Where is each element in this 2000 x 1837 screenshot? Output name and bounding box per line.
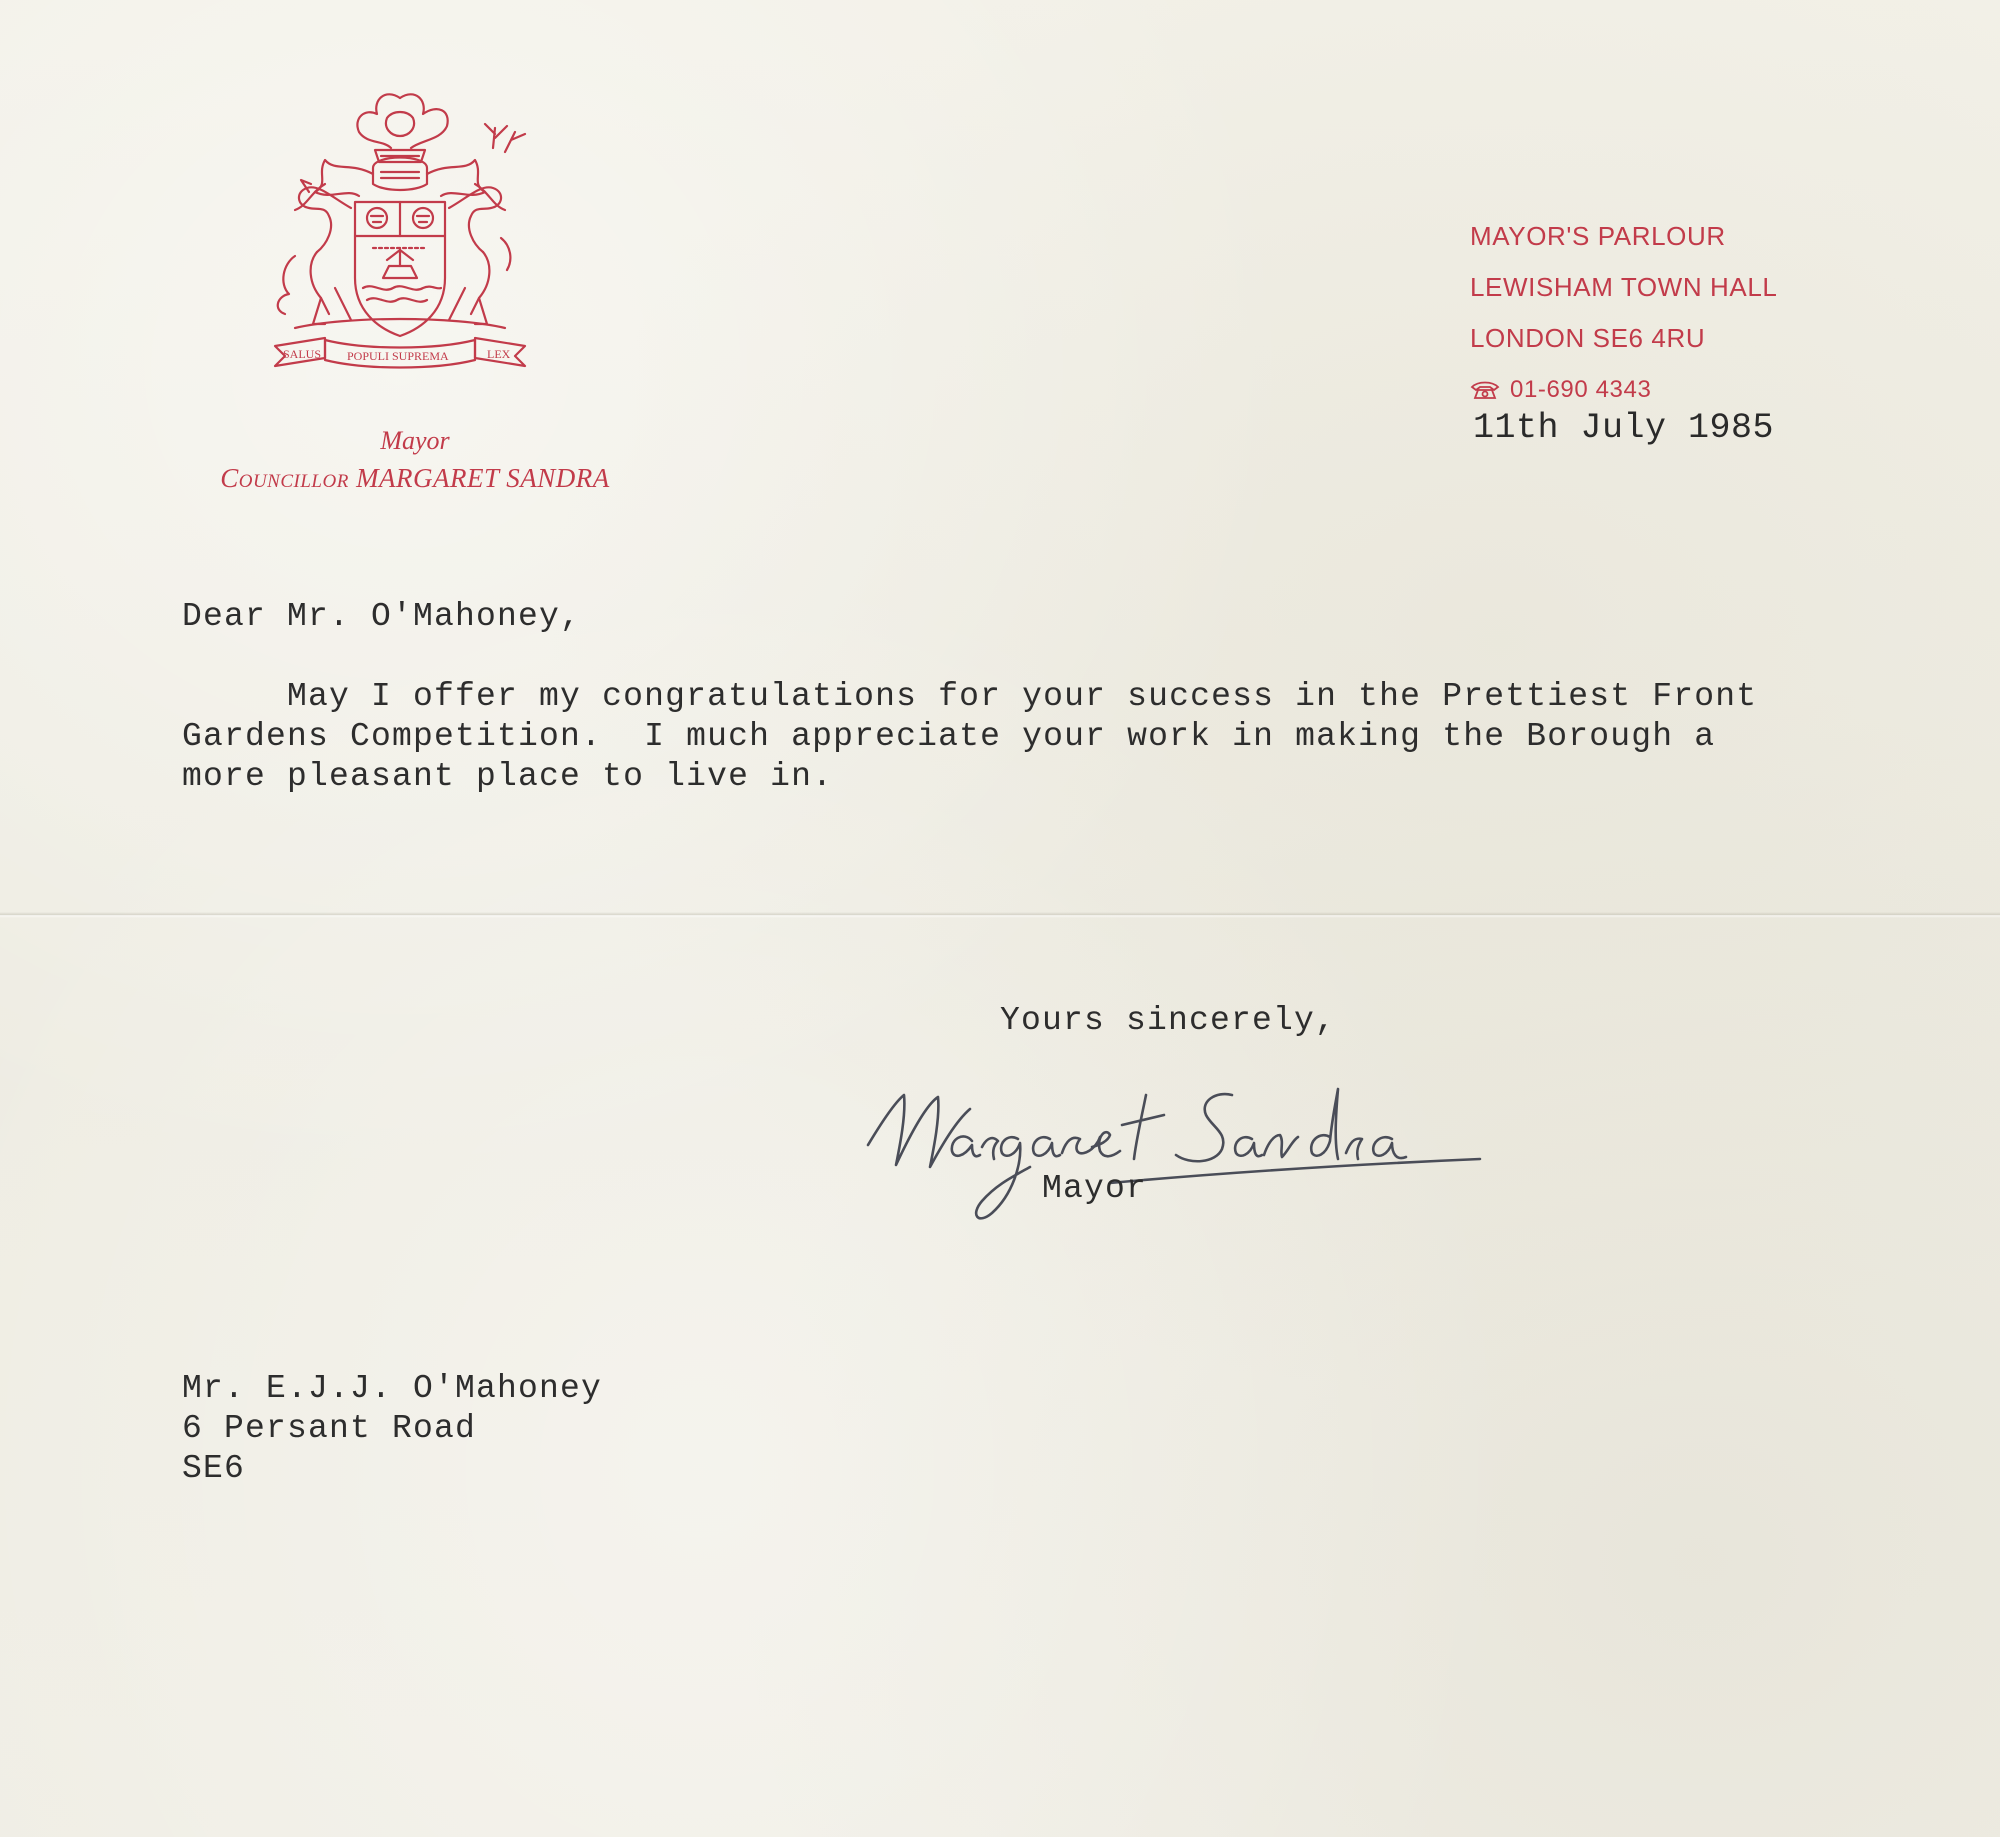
body-line-3: more pleasant place to live in. bbox=[182, 758, 834, 795]
signer-title: Mayor bbox=[1042, 1170, 1148, 1207]
handwritten-signature bbox=[860, 1055, 1500, 1225]
mayor-letterhead-block bbox=[150, 425, 680, 499]
body-line-2: Gardens Competition. I much appreciate your work in making the Borough a bbox=[182, 718, 1716, 755]
motto-salus: SALUS bbox=[283, 347, 322, 361]
address-line-parlour: MAYOR'S PARLOUR bbox=[1470, 221, 1726, 251]
mayor-label: Mayor bbox=[380, 426, 450, 455]
body-line-1: May I offer my congratulations for your success in the Prettiest Front bbox=[182, 678, 1758, 715]
motto-lex: LEX bbox=[487, 347, 511, 361]
councillor-title: Councillor bbox=[220, 463, 349, 493]
councillor-line bbox=[150, 457, 680, 499]
recipient-postcode: SE6 bbox=[182, 1450, 246, 1487]
paper-fold-crease bbox=[0, 912, 2000, 918]
coat-of-arms-icon bbox=[255, 88, 545, 388]
recipient-street: 6 Persant Road bbox=[182, 1410, 477, 1447]
address-line-postcode: LONDON SE6 4RU bbox=[1470, 323, 1706, 353]
closing: Yours sincerely, bbox=[1000, 1002, 1337, 1039]
salutation: Dear Mr. O'Mahoney, bbox=[182, 598, 582, 635]
recipient-name: Mr. E.J.J. O'Mahoney bbox=[182, 1370, 603, 1407]
letter-date: 11th July 1985 bbox=[1473, 408, 1775, 448]
motto-populi-suprema: POPULI SUPREMA bbox=[347, 349, 449, 363]
letterhead-address-block bbox=[1470, 211, 1850, 415]
councillor-name: MARGARET SANDRA bbox=[356, 463, 610, 493]
address-line-town-hall: LEWISHAM TOWN HALL bbox=[1470, 272, 1778, 302]
telephone-icon bbox=[1470, 380, 1500, 400]
phone-number: 01-690 4343 bbox=[1510, 376, 1652, 403]
